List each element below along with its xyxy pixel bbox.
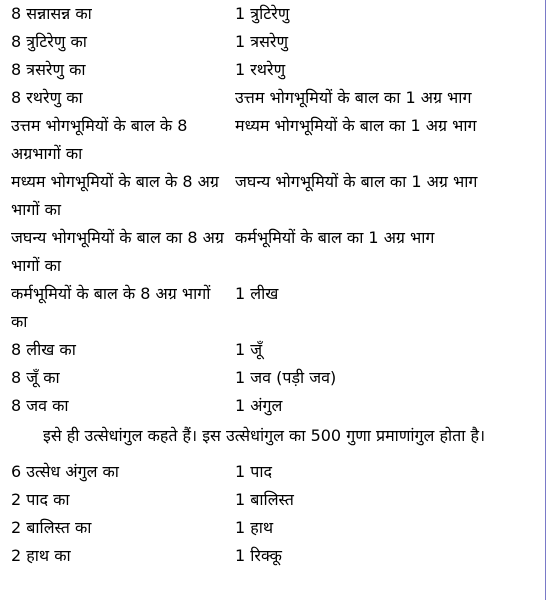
row-left: मध्यम भोगभूमियों के बाल के 8 अग्र भागों का	[11, 172, 219, 219]
row-right: कर्मभूमियों के बाल का 1 अग्र भाग	[235, 228, 435, 247]
table-row	[11, 28, 541, 56]
row-left: 2 बालिस्त का	[11, 518, 92, 537]
row-left: 8 जव का	[11, 396, 69, 415]
row-right: 1 रिक्कू	[235, 546, 282, 565]
row-right: 1 त्रसरेणु	[235, 32, 289, 51]
measurement-list	[11, 0, 541, 570]
table-row	[11, 458, 541, 486]
table-row	[11, 56, 541, 84]
note-paragraph: इसे ही उत्सेधांगुल कहते हैं। इस उत्सेधांगुल का 500 गुणा प्रमाणांगुल होता है।	[43, 426, 486, 445]
row-left: 8 त्रसरेणु का	[11, 60, 86, 79]
row-left: 2 हाथ का	[11, 546, 71, 565]
row-left: 2 पाद का	[11, 490, 70, 509]
row-left: जघन्य भोगभूमियों के बाल का 8 अग्र भागों का	[11, 228, 224, 275]
row-left: 8 त्रुटिरेणु का	[11, 32, 87, 51]
row-right: 1 पाद	[235, 462, 272, 481]
row-left: कर्मभूमियों के बाल के 8 अग्र भागों का	[11, 284, 211, 331]
table-row	[11, 542, 541, 570]
table-row	[11, 514, 541, 542]
row-left: 6 उत्सेध अंगुल का	[11, 462, 119, 481]
table-row	[11, 336, 541, 364]
row-right: 1 बालिस्त	[235, 490, 294, 509]
row-right: 1 जव (पड़ी जव)	[235, 368, 337, 387]
row-left: 8 रथरेणु का	[11, 88, 83, 107]
table-row	[11, 168, 541, 224]
table-row	[11, 112, 541, 168]
row-right: 1 जूँ	[235, 340, 263, 359]
row-right: मध्यम भोगभूमियों के बाल का 1 अग्र भाग	[235, 116, 477, 135]
row-right: 1 अंगुल	[235, 396, 283, 415]
row-right: 1 रथरेणु	[235, 60, 286, 79]
row-right: 1 त्रुटिरेणु	[235, 4, 290, 23]
table-row	[11, 0, 541, 28]
row-left: 8 सन्नासन्न का	[11, 4, 92, 23]
table-row	[11, 364, 541, 392]
row-left: उत्तम भोगभूमियों के बाल के 8 अग्रभागों का	[11, 116, 188, 163]
table-row	[11, 392, 541, 420]
row-left: 8 जूँ का	[11, 368, 60, 387]
row-right: उत्तम भोगभूमियों के बाल का 1 अग्र भाग	[235, 88, 472, 107]
table-row	[11, 84, 541, 112]
table-row	[11, 486, 541, 514]
spacer	[11, 450, 541, 458]
row-right: 1 हाथ	[235, 518, 274, 537]
row-left: 8 लीख का	[11, 340, 76, 359]
row-right: जघन्य भोगभूमियों के बाल का 1 अग्र भाग	[235, 172, 478, 191]
table-row	[11, 224, 541, 280]
row-right: 1 लीख	[235, 284, 279, 303]
table-row	[11, 280, 541, 336]
